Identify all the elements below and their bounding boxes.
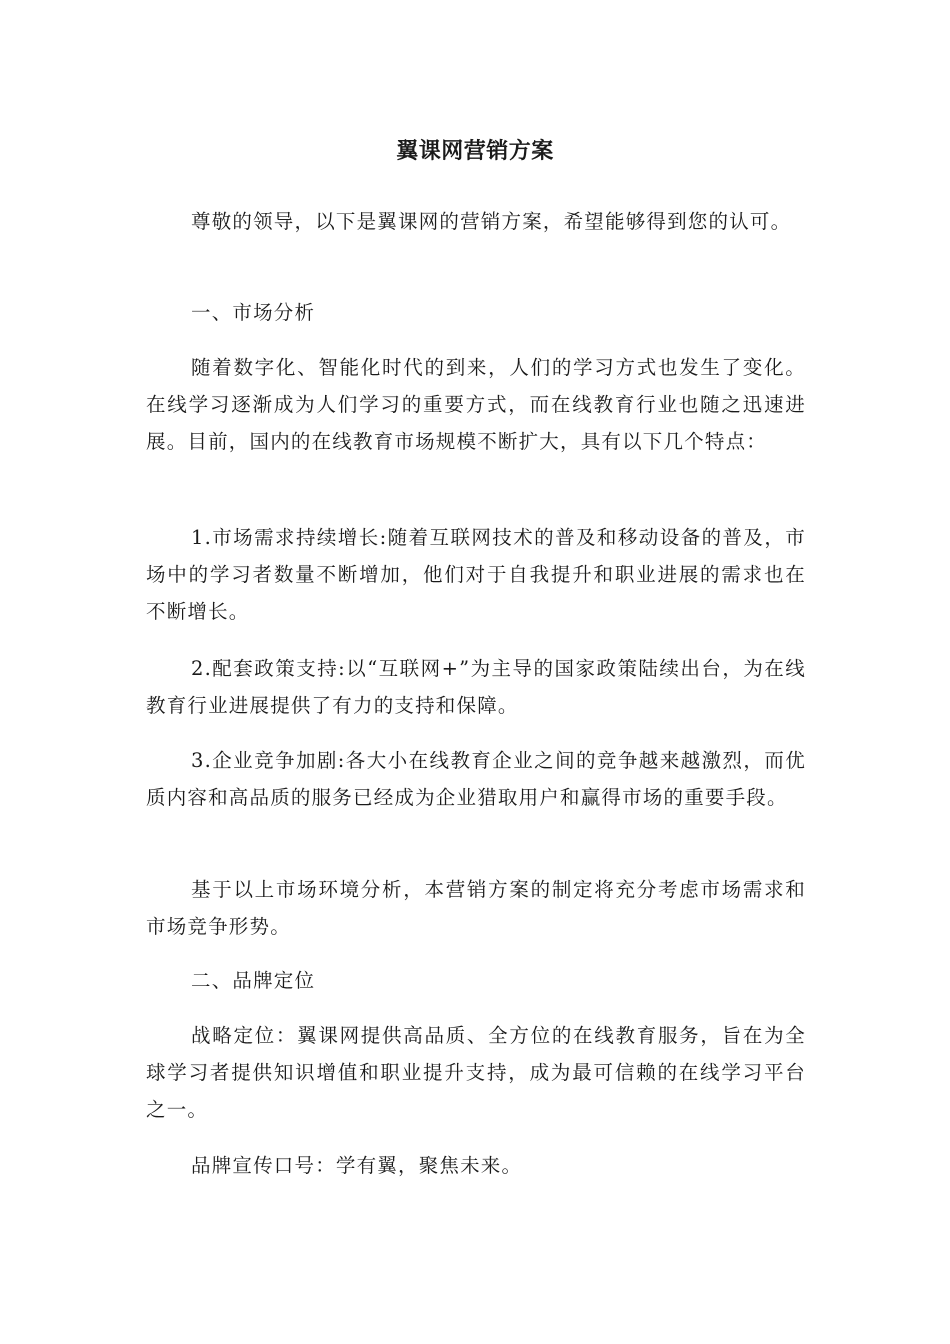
paragraph-greeting: 尊敬的领导，以下是翼课网的营销方案，希望能够得到您的认可。: [191, 210, 792, 233]
paragraph-point-1: 1.市场需求持续增长:随着互联网技术的普及和移动设备的普及，市场中的学习者数量不断增加，他们对于自我提升和职业进展的需求也在不断增长。: [146, 526, 806, 623]
paragraph-market-intro: 随着数字化、智能化时代的到来，人们的学习方式也发生了变化。在线学习逐渐成为人们学习的重要方式，而在线教育行业也随之迅速进展。目前，国内的在线教育市场规模不断扩大，具有以下几个特点：: [146, 356, 806, 453]
heading-brand-positioning: 二、品牌定位: [191, 969, 316, 992]
paragraph-slogan: 品牌宣传口号：学有翼，聚焦未来。: [191, 1154, 523, 1177]
paragraph-point-2: 2.配套政策支持:以“互联网+”为主导的国家政策陆续出台，为在线教育行业进展提供了有力的支持和保障。: [146, 657, 806, 717]
paragraph-point-3: 3.企业竞争加剧:各大小在线教育企业之间的竞争越来越激烈，而优质内容和高品质的服务已经成为企业猎取用户和赢得市场的重要手段。: [146, 749, 806, 809]
paragraph-strategy: 战略定位：翼课网提供高品质、全方位的在线教育服务，旨在为全球学习者提供知识增值和职业提升支持，成为最可信赖的在线学习平台之一。: [146, 1024, 806, 1121]
document-title: 翼课网营销方案: [396, 139, 554, 164]
heading-market-analysis: 一、市场分析: [191, 301, 316, 324]
paragraph-market-summary: 基于以上市场环境分析，本营销方案的制定将充分考虑市场需求和市场竞争形势。: [146, 878, 806, 938]
